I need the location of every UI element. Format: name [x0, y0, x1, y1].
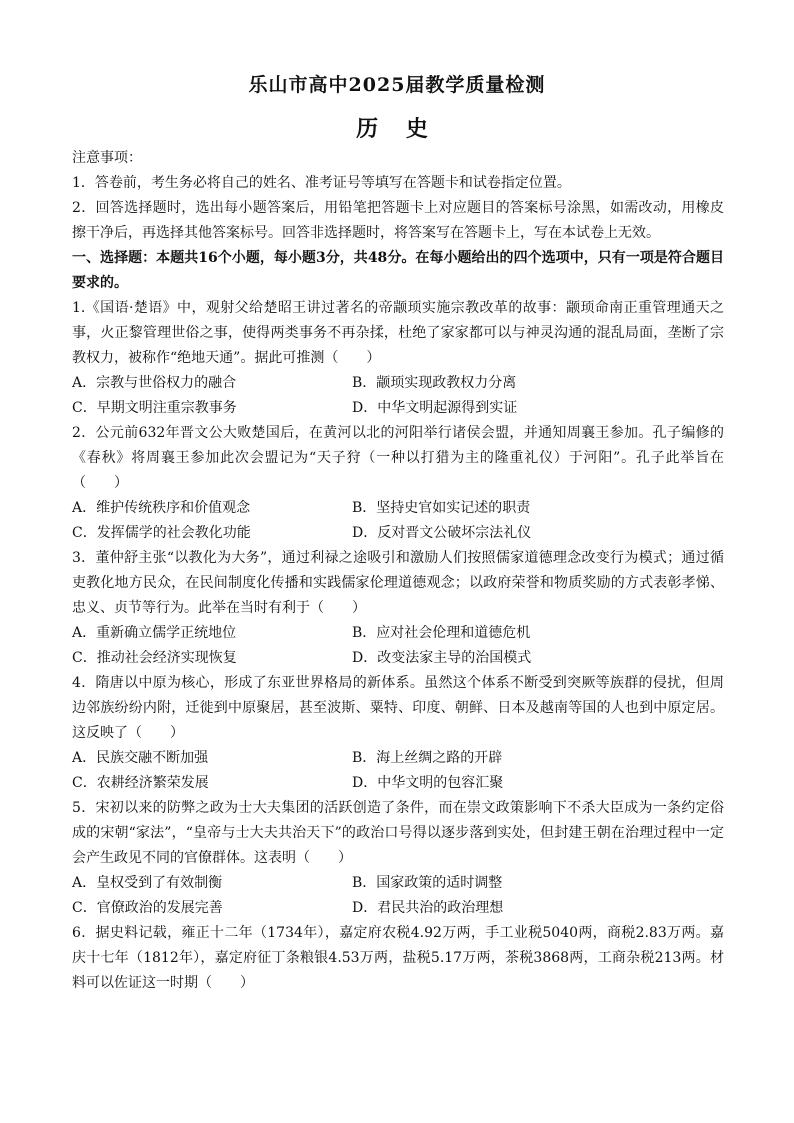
- option-d: D．君民共治的政治理想: [352, 900, 504, 916]
- option-b: B．应对社会伦理和道德危机: [352, 625, 531, 641]
- option-a: A．维护传统秩序和价值观念: [72, 500, 251, 516]
- option-a: A．民族交融不断加强: [72, 750, 209, 766]
- question-stem: 5．宋初以来的防弊之政为士大夫集团的活跃创造了条件，而在崇文政策影响下不杀大臣成为一条约定俗成的宋朝“家法”，“皇帝与士大夫共治天下”的政治口号得以逐步落到实处，但封建王朝在治理过程中一定会产生政见不同的官僚群体。这表明（ ）: [72, 800, 724, 866]
- option-b: B．海上丝绸之路的开辟: [352, 750, 503, 766]
- question-options: [72, 746, 724, 796]
- section-heading: 一、选择题：本题共16个小题，每小题3分，共48分。在每小题给出的四个选项中，只有一项是符合题目要求的。: [72, 250, 724, 291]
- option-b: B．坚持史官如实记述的职责: [352, 500, 531, 516]
- question-1: [72, 296, 724, 421]
- question-stem: 2．公元前632年晋文公大败楚国后，在黄河以北的河阳举行诸侯会盟，并通知周襄王参加。孔子编修的《春秋》将周襄王参加此次会盟记为“天子狩（一种以打猎为主的隆重礼仪）于河阳”。孔子此举旨在（ ）: [72, 425, 724, 491]
- notes-heading: 注意事项：: [72, 150, 142, 166]
- subject-title: 历 史: [356, 116, 438, 142]
- question-2: [72, 421, 724, 546]
- option-b: B．颛顼实现政教权力分离: [352, 375, 517, 391]
- option-a: A．宗教与世俗权力的融合: [72, 375, 237, 391]
- option-c: C．官僚政治的发展完善: [72, 900, 223, 916]
- note-item: 1．答卷前，考生务必将自己的姓名、准考证号等填写在答题卡和试卷指定位置。: [72, 175, 571, 191]
- question-stem: 4．隋唐以中原为核心，形成了东亚世界格局的新体系。虽然这个体系不断受到突厥等族群的侵扰，但周边邻族纷纷内附，迁徙到中原聚居，甚至波斯、粟特、印度、朝鲜、日本及越南等国的人也到中原定居。这反映了（ ）: [72, 675, 724, 741]
- option-d: D．中华文明起源得到实证: [352, 400, 518, 416]
- exam-title: 乐山市高中2025届教学质量检测: [248, 74, 546, 96]
- option-c: C．早期文明注重宗教事务: [72, 400, 237, 416]
- option-d: D．改变法家主导的治国模式: [352, 650, 532, 666]
- question-stem: 6．据史料记载，雍正十二年（1734年），嘉定府农税4.92万两，手工业税5040两，商税2.83万两。嘉庆十七年（1812年），嘉定府征丁条粮银4.53万两，盐税5.17万两，茶税3868两，工商杂税213两。材料可以佐证这一时期（ ）: [72, 925, 724, 991]
- option-c: C．农耕经济繁荣发展: [72, 775, 209, 791]
- option-a: A．重新确立儒学正统地位: [72, 625, 237, 641]
- question-stem: 3．董仲舒主张“以教化为大务”，通过利禄之途吸引和激励人们按照儒家道德理念改变行为模式；通过循吏教化地方民众，在民间制度化传播和实践儒家伦理道德观念；以政府荣誉和物质奖励的方式表彰孝悌、忠义、贞节等行为。此举在当时有利于（ ）: [72, 550, 724, 616]
- question-options: [72, 496, 724, 546]
- question-stem: 1.《国语·楚语》中，观射父给楚昭王讲过著名的帝颛顼实施宗教改革的故事：颛顼命南正重管理通天之事，火正黎管理世俗之事，使得两类事务不再杂揉，杜绝了家家都可以与神灵沟通的混乱局面，垄断了宗教权力，被称作“绝地天通”。据此可推测（ ）: [72, 300, 724, 366]
- option-c: C．推动社会经济实现恢复: [72, 650, 237, 666]
- question-6: [72, 921, 724, 996]
- question-options: [72, 871, 724, 921]
- option-b: B．国家政策的适时调整: [352, 875, 503, 891]
- option-c: C．发挥儒学的社会教化功能: [72, 525, 251, 541]
- note-item: 2．回答选择题时，选出每小题答案后，用铅笔把答题卡上对应题目的答案标号涂黑，如需改动，用橡皮擦干净后，再选择其他答案标号。回答非选择题时，将答案写在答题卡上，写在本试卷上无效。: [72, 200, 724, 241]
- question-5: [72, 796, 724, 921]
- option-a: A．皇权受到了有效制衡: [72, 875, 223, 891]
- option-d: D．反对晋文公破坏宗法礼仪: [352, 525, 532, 541]
- question-options: [72, 371, 724, 421]
- question-options: [72, 621, 724, 671]
- exam-content: [72, 146, 724, 996]
- question-4: [72, 671, 724, 796]
- question-3: [72, 546, 724, 671]
- option-d: D．中华文明的包容汇聚: [352, 775, 504, 791]
